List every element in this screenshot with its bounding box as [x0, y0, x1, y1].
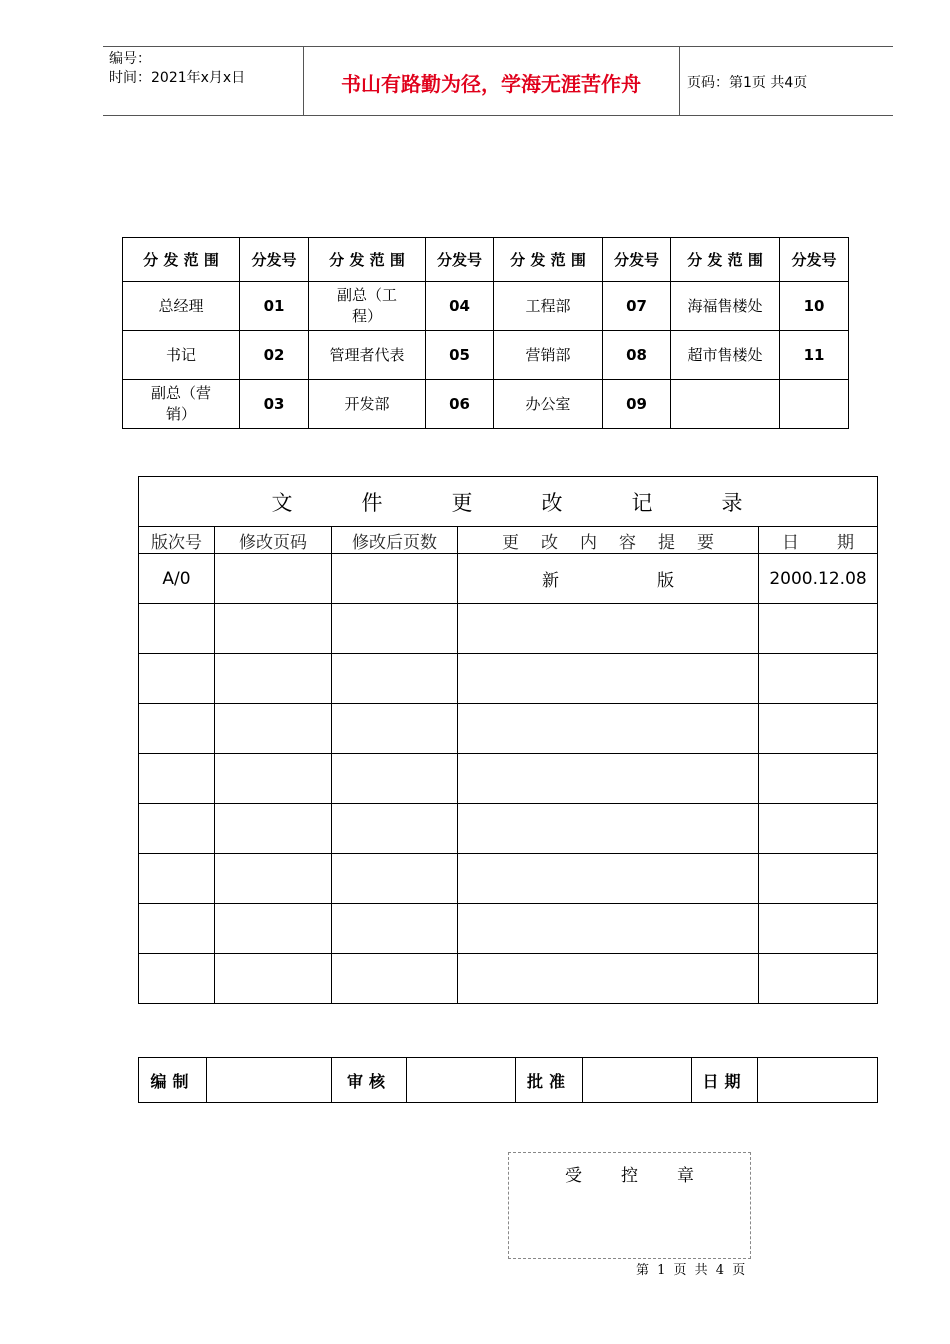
column-header: 分 发 范 围 [123, 238, 240, 282]
approved-label: 批准 [516, 1058, 583, 1103]
revision-row-empty [139, 954, 878, 1004]
distribution-number: 03 [240, 380, 309, 429]
empty-cell [332, 754, 458, 804]
column-header-version: 版次号 [139, 527, 215, 554]
distribution-number: 05 [426, 331, 494, 380]
summary-char: 要 [697, 532, 714, 553]
empty-cell [139, 804, 215, 854]
empty-cell [332, 954, 458, 1004]
distribution-header-row [123, 238, 849, 282]
column-header-summary [458, 527, 759, 554]
revision-row-empty [139, 904, 878, 954]
reviewed-field[interactable] [407, 1058, 516, 1103]
empty-cell [759, 654, 878, 704]
distribution-table [122, 237, 849, 429]
title-char: 录 [721, 490, 745, 515]
revision-row [139, 554, 878, 604]
empty-cell [458, 654, 759, 704]
column-header: 分发号 [240, 238, 309, 282]
revision-title-row [139, 477, 878, 527]
reviewed-label: 审核 [332, 1058, 407, 1103]
column-header: 分 发 范 围 [309, 238, 426, 282]
empty-cell [139, 704, 215, 754]
empty-cell [759, 954, 878, 1004]
revision-row-empty [139, 804, 878, 854]
distribution-number: 07 [603, 282, 671, 331]
empty-cell [332, 604, 458, 654]
column-header: 分发号 [603, 238, 671, 282]
empty-cell [759, 804, 878, 854]
distribution-row [123, 331, 849, 380]
distribution-number: 06 [426, 380, 494, 429]
recipient-name [671, 380, 780, 429]
summary-cell [458, 554, 759, 604]
recipient-name: 办公室 [494, 380, 603, 429]
empty-cell [139, 904, 215, 954]
recipient-name: 工程部 [494, 282, 603, 331]
recipient-name-text: 副总（工程） [336, 286, 397, 325]
revision-row-empty [139, 604, 878, 654]
empty-cell [759, 704, 878, 754]
distribution-row [123, 282, 849, 331]
column-header-date [759, 527, 878, 554]
stamp-label [509, 1161, 750, 1186]
title-char: 改 [541, 490, 565, 515]
stamp-char: 控 [621, 1166, 638, 1186]
stamp-char: 章 [677, 1166, 694, 1186]
summary-char: 改 [541, 532, 558, 553]
summary-char: 内 [580, 532, 597, 553]
empty-cell [458, 904, 759, 954]
revision-row-empty [139, 654, 878, 704]
empty-cell [332, 654, 458, 704]
summary-char: 容 [619, 532, 636, 553]
title-char: 更 [451, 490, 475, 515]
distribution-number: 09 [603, 380, 671, 429]
title-char: 件 [361, 490, 385, 515]
compiled-field[interactable] [207, 1058, 332, 1103]
empty-cell [215, 654, 332, 704]
distribution-number: 04 [426, 282, 494, 331]
signature-row [139, 1058, 878, 1103]
recipient-name [123, 380, 240, 429]
empty-cell [458, 704, 759, 754]
version-cell: A/0 [139, 554, 215, 604]
empty-cell [759, 604, 878, 654]
empty-cell [458, 854, 759, 904]
column-header: 分发号 [780, 238, 849, 282]
stamp-char: 受 [565, 1166, 582, 1186]
revision-record-table [138, 476, 878, 1004]
page-count-cell [332, 554, 458, 604]
empty-cell [139, 654, 215, 704]
empty-cell [332, 854, 458, 904]
empty-cell [215, 604, 332, 654]
recipient-name: 管理者代表 [309, 331, 426, 380]
date-field[interactable] [758, 1058, 878, 1103]
empty-cell [215, 954, 332, 1004]
recipient-name: 超市售楼处 [671, 331, 780, 380]
recipient-name-text: 副总（营销） [150, 384, 211, 423]
empty-cell [759, 904, 878, 954]
distribution-number [780, 380, 849, 429]
summary-char: 更 [502, 532, 519, 553]
empty-cell [332, 904, 458, 954]
date-char: 期 [837, 532, 855, 553]
revision-header-row [139, 527, 878, 554]
empty-cell [139, 604, 215, 654]
empty-cell [215, 704, 332, 754]
controlled-stamp-box [508, 1152, 751, 1259]
recipient-name: 开发部 [309, 380, 426, 429]
column-header-page-count: 修改后页数 [332, 527, 458, 554]
empty-cell [139, 954, 215, 1004]
empty-cell [458, 804, 759, 854]
compiled-label: 编制 [139, 1058, 207, 1103]
revision-title [139, 477, 878, 527]
page-footer: 第 1 页 共 4 页 [636, 1263, 746, 1278]
empty-cell [215, 904, 332, 954]
header-motto: 书山有路勤为径，学海无涯苦作舟 [341, 72, 641, 96]
column-header: 分发号 [426, 238, 494, 282]
header-page-info: 页码：第1页 共4页 [687, 75, 808, 91]
recipient-name: 书记 [123, 331, 240, 380]
empty-cell [458, 954, 759, 1004]
empty-cell [139, 754, 215, 804]
header-meta [109, 50, 245, 88]
empty-cell [332, 704, 458, 754]
empty-cell [215, 804, 332, 854]
distribution-number: 01 [240, 282, 309, 331]
empty-cell [139, 854, 215, 904]
distribution-number: 11 [780, 331, 849, 380]
empty-cell [759, 854, 878, 904]
revision-row-empty [139, 754, 878, 804]
column-header: 分 发 范 围 [671, 238, 780, 282]
revision-row-empty [139, 704, 878, 754]
empty-cell [759, 754, 878, 804]
distribution-number: 02 [240, 331, 309, 380]
approved-field[interactable] [583, 1058, 692, 1103]
summary-char: 新 [542, 571, 559, 591]
date-cell: 2000.12.08 [759, 554, 878, 604]
empty-cell [332, 804, 458, 854]
revision-row-empty [139, 854, 878, 904]
summary-char: 提 [658, 532, 675, 553]
empty-cell [458, 754, 759, 804]
column-header: 分 发 范 围 [494, 238, 603, 282]
recipient-name: 海福售楼处 [671, 282, 780, 331]
time-label: 时间：2021年x月x日 [109, 70, 246, 86]
distribution-number: 08 [603, 331, 671, 380]
title-char: 记 [631, 490, 655, 515]
date-char: 日 [782, 532, 800, 553]
summary-char: 版 [657, 571, 674, 591]
header-divider [679, 47, 680, 115]
date-label: 日期 [692, 1058, 758, 1103]
recipient-name: 营销部 [494, 331, 603, 380]
signature-table [138, 1057, 878, 1103]
empty-cell [215, 754, 332, 804]
distribution-number: 10 [780, 282, 849, 331]
column-header-changed-pages: 修改页码 [215, 527, 332, 554]
empty-cell [215, 854, 332, 904]
distribution-row [123, 380, 849, 429]
changed-pages-cell [215, 554, 332, 604]
recipient-name [309, 282, 426, 331]
empty-cell [458, 604, 759, 654]
page-header [103, 46, 893, 116]
recipient-name: 总经理 [123, 282, 240, 331]
code-label: 编号： [109, 51, 151, 67]
title-char: 文 [271, 490, 295, 515]
